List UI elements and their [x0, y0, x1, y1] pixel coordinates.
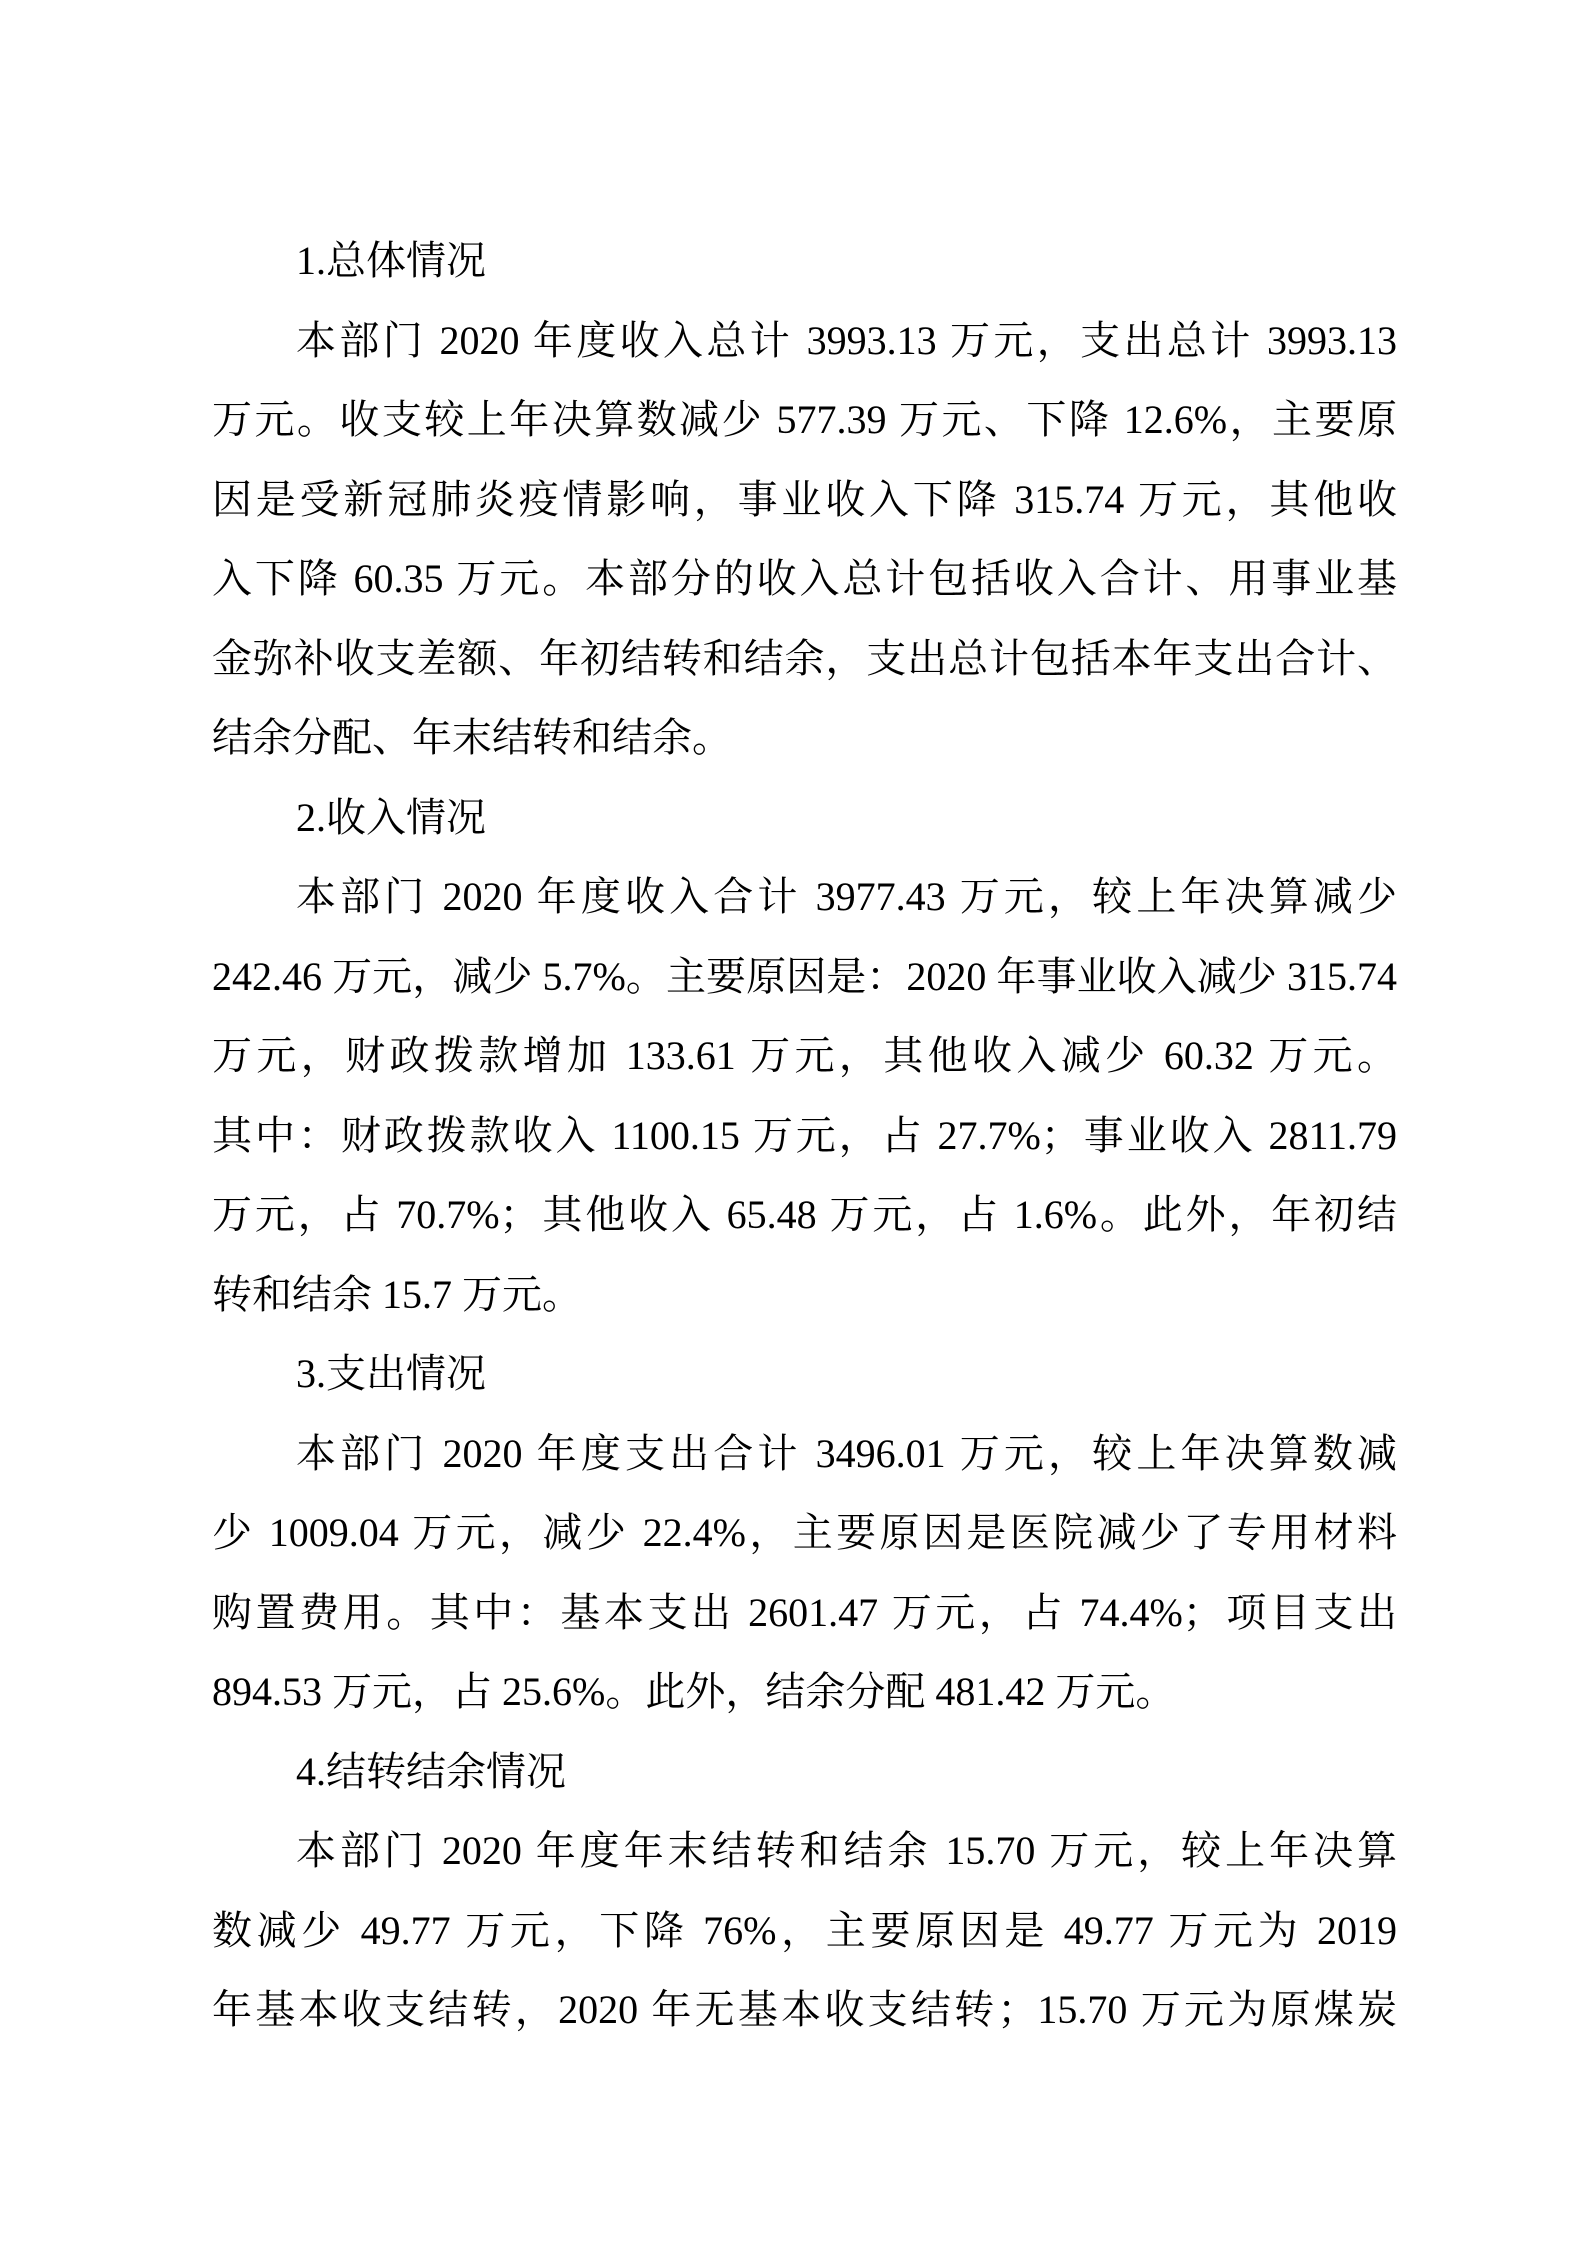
- section-heading-income-situation: 2.收入情况: [296, 794, 486, 840]
- text-line: 其中：财政拨款收入 1100.15 万元，占 27.7%；事业收入 2811.79: [212, 1112, 1397, 1158]
- text-line: 万元，财政拨款增加 133.61 万元，其他收入减少 60.32 万元。: [212, 1033, 1397, 1078]
- text-line: 数减少 49.77 万元，下降 76%，主要原因是 49.77 万元为 2019: [212, 1907, 1397, 1953]
- text-line: 本部门 2020 年度收入合计 3977.43 万元，较上年决算减少: [296, 874, 1397, 919]
- text-line: 本部门 2020 年度年末结转和结余 15.70 万元，较上年决算: [296, 1828, 1397, 1873]
- text-line: 年基本收支结转，2020 年无基本收支结转；15.70 万元为原煤炭: [212, 1987, 1397, 2032]
- text-line: 894.53 万元，占 25.6%。此外，结余分配 481.42 万元。: [212, 1669, 1176, 1714]
- section-heading-expenditure-situation: 3.支出情况: [296, 1351, 486, 1396]
- document-text-block: [212, 221, 1397, 2050]
- text-line: 少 1009.04 万元，减少 22.4%，主要原因是医院减少了专用材料: [212, 1510, 1397, 1555]
- text-line: 本部门 2020 年度支出合计 3496.01 万元，较上年决算数减: [296, 1430, 1397, 1476]
- text-line: 金弥补收支差额、年初结转和结余，支出总计包括本年支出合计、: [212, 635, 1397, 681]
- text-line: 万元。收支较上年决算数减少 577.39 万元、下降 12.6%，主要原: [212, 397, 1397, 442]
- text-line: 242.46 万元，减少 5.7%。主要原因是：2020 年事业收入减少 315.74: [212, 953, 1397, 999]
- text-line: 结余分配、年末结转和结余。: [212, 715, 732, 760]
- section-heading-overall-situation: 1.总体情况: [296, 238, 486, 283]
- text-line: 万元，占 70.7%；其他收入 65.48 万元，占 1.6%。此外，年初结: [212, 1192, 1397, 1237]
- text-line: 本部门 2020 年度收入总计 3993.13 万元，支出总计 3993.13: [296, 317, 1397, 363]
- text-line: 入下降 60.35 万元。本部分的收入总计包括收入合计、用事业基: [212, 556, 1397, 601]
- text-line: 转和结余 15.7 万元。: [212, 1271, 582, 1317]
- text-line: 购置费用。其中：基本支出 2601.47 万元，占 74.4%；项目支出: [212, 1589, 1397, 1635]
- section-heading-carryover-surplus-situation: 4.结转结余情况: [296, 1748, 566, 1794]
- text-line: 因是受新冠肺炎疫情影响，事业收入下降 315.74 万元，其他收: [212, 476, 1397, 522]
